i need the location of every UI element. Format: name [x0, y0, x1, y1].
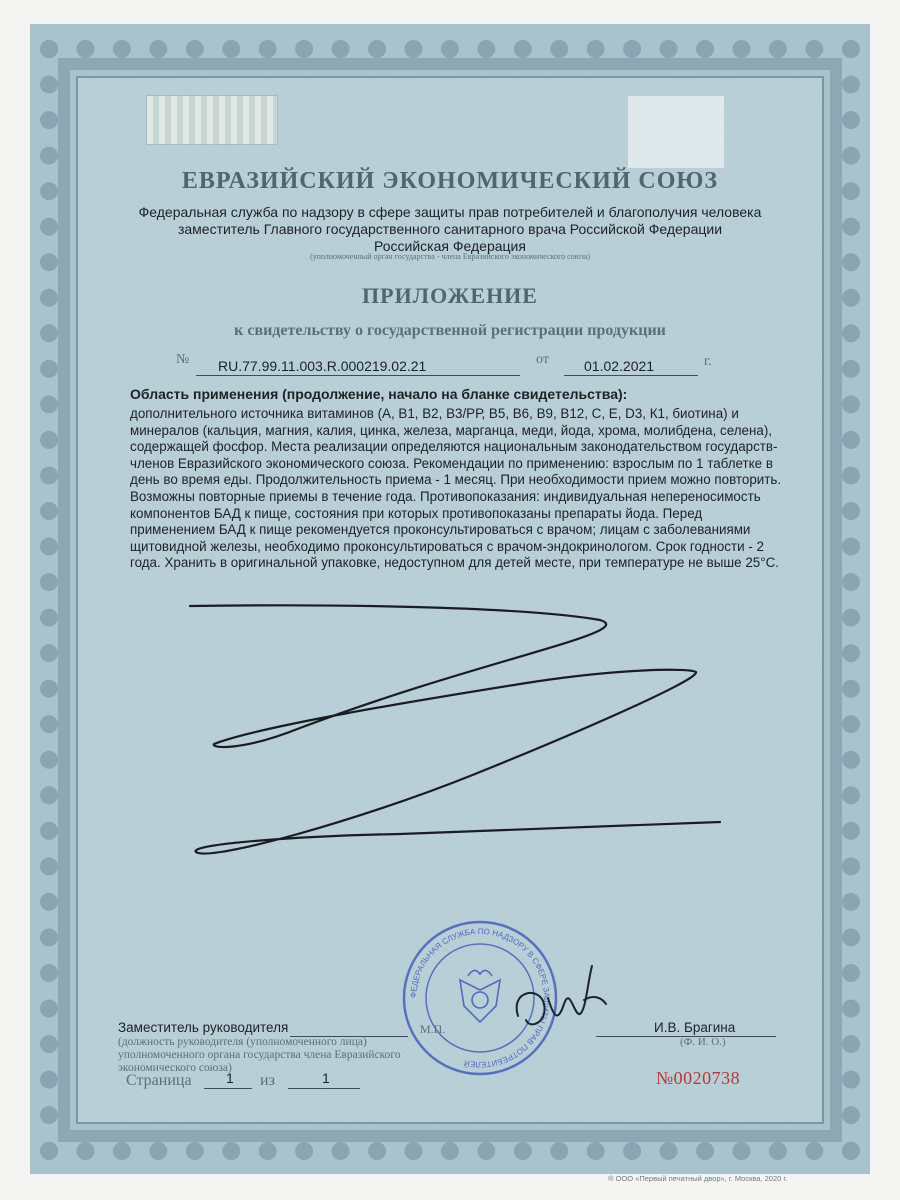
page-total: 1: [322, 1070, 330, 1086]
serial-number: №0020738: [656, 1068, 741, 1088]
registration-number: RU.77.99.11.003.R.000219.02.21: [218, 358, 427, 374]
service-line-2: заместитель Главного государственного санитарного врача Российской Федерации: [177, 221, 723, 237]
appendix-title: ПРИЛОЖЕНИЕ: [362, 283, 538, 308]
from-label: от: [536, 352, 549, 367]
service-line-3: Российская Федерация: [374, 238, 526, 254]
union-title: ЕВРАЗИЙСКИЙ ЭКОНОМИЧЕСКИЙ СОЮЗ: [181, 168, 719, 194]
fio-note: (Ф. И. О.): [680, 1036, 726, 1048]
handwritten-signature: [500, 960, 610, 1040]
stamp-mark: М.П.: [420, 1022, 446, 1036]
scope-heading: Область применения (продолжение, начало на бланке свидетельства):: [130, 386, 628, 402]
authority-note: (уполномоченный орган государства - члена Евразийского экономического союза): [309, 252, 591, 261]
signatory-position: Заместитель руководителя: [118, 1020, 289, 1035]
appendix-subtitle: к свидетельству о государственной регистрации продукции: [234, 322, 666, 339]
registration-date: 01.02.2021: [584, 358, 655, 374]
coat-of-arms-icon: [460, 970, 500, 1022]
service-line-1: Федеральная служба по надзору в сфере защиты прав потребителей и благополучия человека: [138, 204, 762, 220]
scope-body: дополнительного источника витаминов (А, В1, В2, В3/РР, В5, В6, В9, В12, С, Е, D3, К1, биотина) и минералов (кальция, магния, калия, цинка, железа, марганца, меди, йода, хрома, молибдена, селена), содержащей фосфор. Места реализации определяются национальным законодательством государств-членов Евразийского экономического союза. Рекомендации по применению: взрослым по 1 таблетке в день во время еды. Продолжительность приема - 1 месяц. При необходимости прием можно повторить. Возможны повторные приемы в течение года. Противопоказания: индивидуальная непереносимость компонентов БАД к пище, состояния при которых противопоказаны препараты йода. Перед применением БАД к пище рекомендуется проконсультироваться с врачом; лицам с заболеваниями щитовидной железы, необходимо проконсультироваться с врачом-эндокринологом. Срок годности - 2 года. Хранить в оригинальной упаковке, недоступном для детей месте, при температуре не выше 25°С.: [130, 406, 782, 571]
page-number-underline: [204, 1088, 252, 1089]
number-label: №: [176, 352, 190, 367]
position-note: (должность руководителя (уполномоченного лица) уполномоченного органа государства члена Евразийского экономического союза): [118, 1036, 401, 1074]
stamp-ring-text: ФЕДЕРАЛЬНАЯ СЛУЖБА ПО НАДЗОРУ В СФЕРЕ ЗАЩИТЫ ПРАВ ПОТРЕБИТЕЛЕЙ: [408, 926, 552, 1070]
signatory-name: И.В. Брагина: [654, 1020, 736, 1035]
year-label: г.: [704, 354, 712, 369]
page-label: Страница: [126, 1072, 192, 1089]
page-total-underline: [288, 1088, 360, 1089]
page-number: 1: [226, 1070, 234, 1086]
printer-imprint: ® ООО «Первый печатный двор», г. Москва, 2020 г.: [608, 1174, 788, 1183]
of-label: из: [260, 1072, 275, 1089]
